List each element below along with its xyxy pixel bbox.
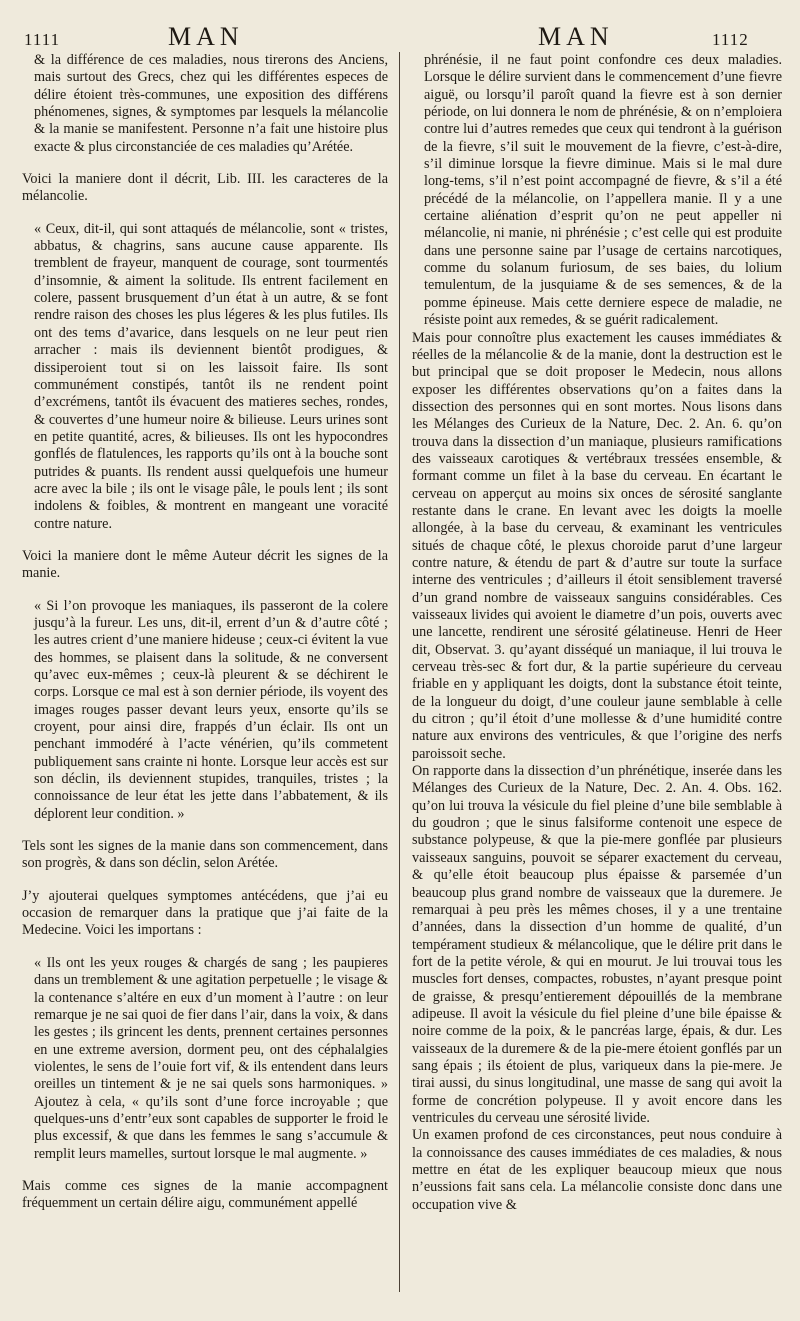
left-page-number: 1111 (24, 30, 61, 49)
column-rule (399, 52, 400, 1292)
paragraph: Un examen profond de ces circonstances, peut nous conduire à la connoissance des causes immédiates de ces maladies, & nous mettre en état de les expliquer beaucoup mieux que nous n’eussions fait sans cela. La mélancolie consiste donc dans une occupation vive & (412, 1127, 782, 1213)
quotation: « Ils ont les yeux rouges & chargés de sang ; les paupieres dans un tremblement & une agitation perpetuelle ; le visage & la contenance s’altére en eux d’un moment à l’autre : on leur remarque je ne sai quoi de fier dans l’air, dans la voix, & dans les gestes ; ils grincent les dents, prennent certaines personnes en une extreme aversion, dorment peu, ont des céphalalgies violentes, le sens de l’ouie fort vif, & ils entendent dans leurs oreilles un tintement & je ne sai quels sons harmoniques. » Ajoutez à cela, « qu’ils sont d’une force incroyable ; que quelques-uns d’entr’eux sont capables de supporter le froid le plus excessif, & que dans les femmes le sang s’accumule & remplit leurs mamelles, surtout lorsque le mal augmente. » (34, 954, 388, 1162)
left-column (22, 52, 388, 1302)
paragraph: Mais pour connoître plus exactement les causes immédiates & réelles de la mélancolie & de la manie, dont la destruction est le but principal que se doit proposer le Medecin, nous allons exposer les différentes observations qu’on a faites dans la dissection des personnes qui en sont mortes. Nous lisons dans les Mélanges des Curieux de la Nature, Dec. 2. An. 6. qu’on trouva dans la dissection d’un maniaque, plusieurs ramifications des vaisseaux carotiques & vertébraux tressées ensemble, & formant comme un filet à la base du cerveau. En écartant le cerveau on apperçut au moins six onces de sérosité sanglante restante dans le crane. En levant avec les doigts la moelle allongée, à la base du cerveau, & examinant les ventricules situés de chaque côté, le plexus choroide parut d’une largeur contre nature, & étendu de part & d’autre sur toute la surface interne des ventricules ; d’ailleurs il étoit sensiblement traversé d’un grand nombre de vaisseaux sanguins considérables. Ces vaisseaux livides qui avoient le diametre d’un pois, ouverts avec une lancette, rendirent une sérosité gélatineuse. Henri de Heer dit, Observat. 3. qu’ayant disséqué un maniaque, il lui trouva le cerveau très-sec & fort dur, & la partie supérieure du cerveau friable en y appliquant les doigts, dont la substance étoit teinte, de la longueur du doigt, d’une couleur jaune semblable à celle du citron ; qu’il étoit d’une mollesse & d’une humidité contre nature aux environs des ventricules, & que l’origine des nerfs paroissoit seche. (412, 329, 782, 762)
right-column (412, 52, 782, 1302)
paragraph: Tels sont les signes de la manie dans son commencement, dans son progrès, & dans son déclin, selon Arétée. (22, 838, 388, 872)
paragraph: phrénésie, il ne faut point confondre ces deux maladies. Lorsque le délire survient dans le commencement d’une fievre aiguë, ou lorsqu’il paroît quand la fievre est à son dernier période, on lui donnera le nom de phrénésie, & on n’emploiera contre lui d’autres remedes que ceux qui tendront à la guérison de la fievre, s’il suit le mouvement de la fievre, c’est-à-dire, s’il diminue lorsque la fievre diminue. Mais si le mal dure long-tems, s’il n’est point accompagné de fievre, & s’il a été précédé de la mélancolie, on l’appellera manie. Il y a une certaine aliénation d’esprit qu’on ne peut appeller ni mélancolie, ni manie, ni phrénésie ; c’est celle qui est produite dans une personne saine par l’usage de certains narcotiques, comme du solanum furiosum, de ses baies, du lolium temulentum, de la jusquiame & de ses semences, & de la pomme épineuse. Mais cette derniere espece de maladie, ne résiste point aux remedes, & se guérit radicalement. (424, 52, 782, 329)
paragraph: Voici la maniere dont il décrit, Lib. III. les caracteres de la mélancolie. (22, 171, 388, 205)
quotation: « Si l’on provoque les maniaques, ils passeront de la colere jusqu’à la fureur. Les uns, dit-il, errent d’un & d’autre côté ; les autres crient d’une maniere hideuse ; ceux-ci évitent la vue des hommes, se plaisent dans la solitude, & ne conversent qu’avec eux-mêmes ; ceux-là pleurent & se déchirent le corps. Lorsque ce mal est à son dernier période, ils voyent des images rouges passer devant leurs yeux, ensorte qu’ils se croyent, pour ainsi dire, frappés d’un éclair. Ils ont un penchant immodéré à l’acte vénérien, qu’ils commetent publiquement sans crainte ni honte. Lorsque leur accès est sur son déclin, ils deviennent stupides, tranquiles, tristes ; la connoissance de leur état les jette dans l’abbatement, & ils déplorent leur condition. » (34, 597, 388, 822)
left-running-head: MAN (168, 22, 244, 51)
paragraph: Voici la maniere dont le même Auteur décrit les signes de la manie. (22, 547, 388, 582)
right-page-number: 1112 (712, 30, 749, 49)
paragraph: On rapporte dans la dissection d’un phrénétique, inserée dans les Mélanges des Curieux de la Nature, Dec. 2. An. 4. Obs. 162. qu’on lui trouva la vésicule du fiel pleine d’une bile semblable à du goudron ; que le sinus falsiforme contenoit une espece de substance polypeuse, & que la pie-mere gonflée par plusieurs vaisseaux sanguins, pouvoit se séparer exactement du cerveau, & qu’elle étoit beaucoup plus épaisse & parsemée d’un beaucoup plus grand nombre de vaisseaux que la duremere. Je remarquai à peu près les mêmes choses, il y a une trentaine d’années, dans la dissection d’un homme de qualité, d’un tempérament studieux & mélancolique, que le délire prit dans le fort de la petite vérole, & qui en mourut. Je lui trouvai tous les muscles fort denses, compactes, robustes, n’ayant presque point de graisse, & presqu’entierement dépouillés de la membrane adipeuse. Il avoit la vésicule du fiel pleine d’une bile épaisse & noire comme de la poix, & le pancréas large, épais, & dur. Les vaisseaux de la duremere & de la pie-mere étoient gonflés par un sang épais ; ils étoient de plus, variqueux dans la pie-mere. Je tirai aussi, du sinus longitudinal, une masse de sang qui avoit la forme de concrétion polypeuse. Il y avoit encore dans les ventricules du cerveau une sérosité livide. (412, 763, 782, 1126)
quotation: « Ceux, dit-il, qui sont attaqués de mélancolie, sont « tristes, abbatus, & chagrins, sans aucune cause apparente. Ils tremblent de frayeur, manquent de courage, sont tourmentés d’insomnie, & aiment la solitude. Ils entrent facilement en colere, passent brusquement d’un état à un autre, & se font rendre raison des choses les plus légeres & les plus futiles. Ils ont des tems d’avarice, dans lesquels on ne leur peut rien arracher : mais ils deviennent bientôt prodigues, & dissiperoient tout si on les laissoit faire. Ils sont communément constipés, tantôt ils ne rendent point d’excrémens, tantôt ils évacuent des matieres seches, rondes, & couvertes d’une humeur noire & bilieuse. Leurs urines sont en petite quantité, acres, & bilieuses. Ils ont les hypocondres gonflés de flatulences, les rapports qu’ils ont à la bouche sont putrides & puants. Ils rendent aussi quelquefois une humeur acre avec la bile ; ils ont le visage pâle, le pouls lent ; ils sont indolens & foibles, & montrent en mangeant une voracité contre nature. (34, 220, 388, 532)
paragraph: J’y ajouterai quelques symptomes antécédens, que j’ai eu occasion de remarquer dans la pratique que j’ai faite de la Medecine. Voici les importans : (22, 887, 388, 939)
paragraph: Mais comme ces signes de la manie accompagnent fréquemment un certain délire aigu, communément appellé (22, 1177, 388, 1212)
paragraph: & la différence de ces maladies, nous tirerons des Anciens, mais surtout des Grecs, chez qui les différentes especes de délire étoient très-communes, une exposition des différens phénomenes, signes, & symptomes par lesquels la mélancolie & la manie se manifestent. Personne n’a fait une histoire plus exacte & plus circonstanciée de ces maladies qu’Arétée. (34, 52, 388, 155)
right-running-head: MAN (538, 22, 614, 51)
